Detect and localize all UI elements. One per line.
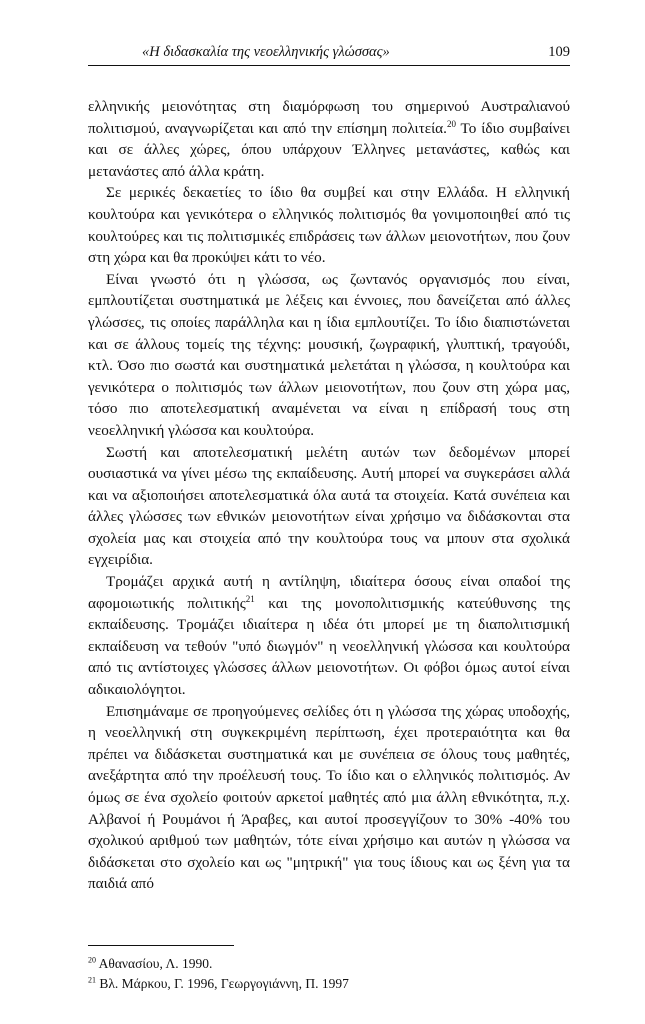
paragraph: ελληνικής μειονότητας στη διαμόρφωση του σημερινού Αυστραλιανού πολιτισμού, αναγνωρίζεται και από την επίσημη πολιτεία.$^{20}$ Το ίδιο συμβαίνει και σε άλλες χώρες, όπου υπάρχουν Έλληνες μετανάστες, καθώς και μετανάστες από άλλα κράτη.	[88, 98, 570, 180]
footnote-item: $^{21}$ Βλ. Μάρκου, Γ. 1996, Γεωργογιάννη, Π. 1997	[88, 975, 349, 991]
page-number: 109	[548, 44, 570, 60]
running-title: «Η διδασκαλία της νεοελληνικής γλώσσας»	[142, 44, 390, 60]
footnote-rule	[88, 945, 234, 946]
body-text	[88, 96, 570, 895]
paragraph: Σε μερικές δεκαετίες το ίδιο θα συμβεί και στην Ελλάδα. Η ελληνική κουλτούρα και γενικότερα ο ελληνικός πολιτισμός θα γονιμοποιηθεί από τις κουλτούρες και τις πολιτισμικές επιδράσεις των άλλων μειονοτήτων, που ζουν στη χώρα και θα προκύψει κάτι το νέο.	[88, 184, 570, 267]
paragraph: Τρομάζει αρχικά αυτή η αντίληψη, ιδιαίτερα όσους είναι οπαδοί της αφομοιωτικής πολιτικής$^{21}$ και της μονοπολιτισμικής κατεύθυνσης της εκπαίδευσης. Τρομάζει ιδιαίτερα η ιδέα ότι μπορεί με τη διαπολιτισμική εκπαίδευση να τεθούν "υπό διωγμόν" η νεοελληνική γλώσσα και κουλτούρα από τις αντίστοιχες γλώσσες άλλων μειονοτήτων. Οι φόβοι όμως αυτοί είναι αδικαιολόγητοι.	[88, 573, 570, 699]
header-rule	[88, 65, 570, 66]
running-header	[88, 44, 570, 61]
footnote-ref[interactable]: 21	[245, 593, 255, 604]
footnote-item: $^{20}$ Αθανασίου, Λ. 1990.	[88, 955, 213, 971]
footnote-ref[interactable]: 20	[446, 118, 456, 129]
paragraph: Επισημάναμε σε προηγούμενες σελίδες ότι η γλώσσα της χώρας υποδοχής, η νεοελληνική στη συγκεκριμένη περίπτωση, έχει προτεραιότητα και θα πρέπει να διδάσκεται συστηματικά και με συνέπεια σε όλους τους μαθητές, ανεξάρτητα από την προέλευσή τους. Το ίδιο και ο ελληνικός πολιτισμός. Αν όμως σε ένα σχολείο φοιτούν αρκετοί μαθητές από μια άλλη εθνικότητα, π.χ. Αλβανοί ή Ρουμάνοι ή Άραβες, και αυτοί προσεγγίζουν το 30% -40% του σχολικού αριθμού των μαθητών, τότε είναι χρήσιμο και αυτών η γλώσσα να διδάσκεται στο σχολείο και ως "μητρική" για τους ίδιους και ως ξένη για τα παιδιά από	[88, 702, 570, 893]
paragraph: Σωστή και αποτελεσματική μελέτη αυτών των δεδομένων μπορεί ουσιαστικά να γίνει μέσω της εκπαίδευσης. Αυτή μπορεί να συγκεράσει αλλά και να αξιοποιήσει αποτελεσματικά όλα αυτά τα στοιχεία. Κατά συνέπεια και άλλες γλώσσες των εθνικών μειονοτήτων είναι χρήσιμο να διδάσκονται στα σχολεία μας και στοιχεία από την κουλτούρα τους να μπουν στα σχολικά εγχειρίδια.	[88, 443, 570, 569]
paragraph: Είναι γνωστό ότι η γλώσσα, ως ζωντανός οργανισμός που είναι, εμπλουτίζεται συστηματικά με λέξεις και έννοιες, που δανείζεται από άλλες γλώσσες, τις οποίες παράλληλα και η ίδια εμπλουτίζει. Το ίδιο διαπιστώνεται και σε άλλους τομείς της τέχνης: μουσική, ζωγραφική, γλυπτική, τραγούδι, κτλ. Όσο πιο σωστά και συστηματικά μελετάται η γλώσσα, η κουλτούρα και γενικότερα ο πολιτισμός των άλλων μειονοτήτων, που ζουν στη χώρα μας, τόσο πιο αποτελεσματική αναμένεται να είναι η επίδρασή τους στη νεοελληνική γλώσσα και κουλτούρα.	[88, 270, 570, 439]
footnotes	[88, 954, 570, 994]
